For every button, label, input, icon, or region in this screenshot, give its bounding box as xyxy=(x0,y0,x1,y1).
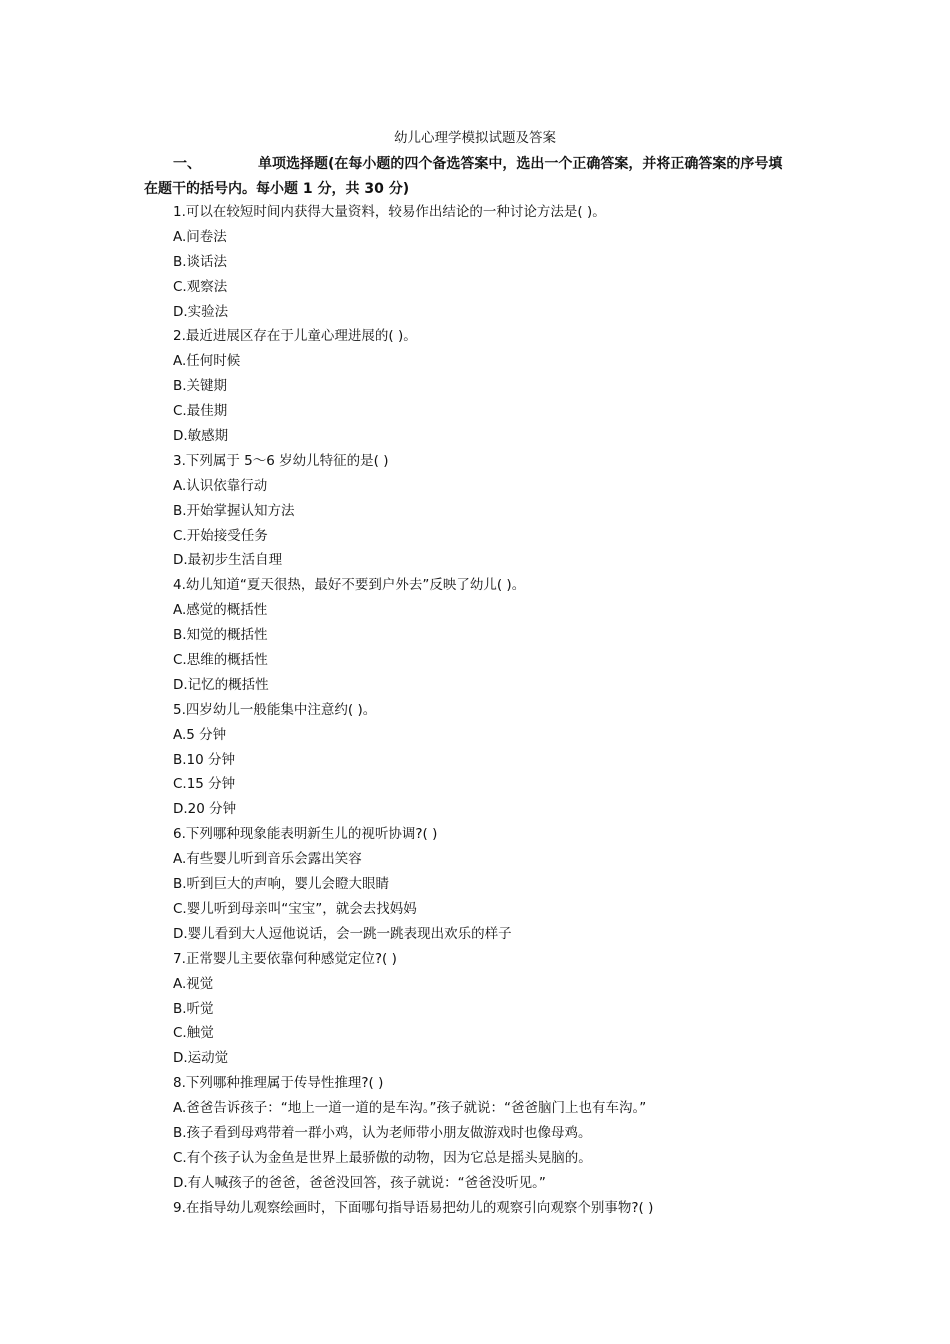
answer-option: D.婴儿看到大人逗他说话，会一跳一跳表现出欢乐的样子 xyxy=(173,925,512,942)
answer-option: A.5 分钟 xyxy=(173,726,227,743)
answer-option: B.孩子看到母鸡带着一群小鸡，认为老师带小朋友做游戏时也像母鸡。 xyxy=(173,1124,592,1141)
answer-option: A.有些婴儿听到音乐会露出笑容 xyxy=(173,851,362,868)
answer-option: A.视觉 xyxy=(173,975,214,992)
answer-option: B.谈话法 xyxy=(173,253,228,270)
question-stem: 8.下列哪种推理属于传导性推理?( ) xyxy=(173,1075,384,1092)
answer-option: B.10 分钟 xyxy=(173,751,236,768)
answer-option: B.开始掌握认知方法 xyxy=(173,502,295,519)
answer-option: D.运动觉 xyxy=(173,1050,229,1067)
answer-option: C.最佳期 xyxy=(173,403,228,420)
answer-option: C.观察法 xyxy=(173,278,228,295)
section-heading-line-1: 单项选择题(在每小题的四个备选答案中，选出一个正确答案，并将正确答案的序号填 xyxy=(258,156,783,172)
document-title: 幼儿心理学模拟试题及答案 xyxy=(394,130,556,146)
question-stem: 6.下列哪种现象能表明新生儿的视听协调?( ) xyxy=(173,826,438,843)
answer-option: C.触觉 xyxy=(173,1025,214,1042)
answer-option: C.婴儿听到母亲叫“宝宝”，就会去找妈妈 xyxy=(173,900,417,917)
question-stem: 3.下列属于 5～6 岁幼儿特征的是( ) xyxy=(173,452,389,469)
answer-option: D.记忆的概括性 xyxy=(173,676,269,693)
answer-option: D.有人喊孩子的爸爸，爸爸没回答，孩子就说：“爸爸没听见。” xyxy=(173,1174,546,1191)
answer-option: C.有个孩子认为金鱼是世界上最骄傲的动物，因为它总是摇头晃脑的。 xyxy=(173,1149,592,1166)
answer-option: C.15 分钟 xyxy=(173,776,236,793)
answer-option: A.任何时候 xyxy=(173,353,241,370)
answer-option: D.20 分钟 xyxy=(173,801,237,818)
question-stem: 2.最近进展区存在于儿童心理进展的( )。 xyxy=(173,328,417,345)
answer-option: B.听觉 xyxy=(173,1000,214,1017)
question-stem: 4.幼儿知道“夏天很热，最好不要到户外去”反映了幼儿( )。 xyxy=(173,577,526,594)
answer-option: C.开始接受任务 xyxy=(173,527,268,544)
question-stem: 5.四岁幼儿一般能集中注意约( )。 xyxy=(173,701,377,718)
answer-option: D.敏感期 xyxy=(173,428,229,445)
answer-option: D.最初步生活自理 xyxy=(173,552,283,569)
question-list xyxy=(173,202,813,1223)
question-stem: 7.正常婴儿主要依靠何种感觉定位?( ) xyxy=(173,950,397,967)
answer-option: B.关键期 xyxy=(173,378,228,395)
answer-option: A.认识依靠行动 xyxy=(173,477,268,494)
answer-option: A.问卷法 xyxy=(173,228,227,245)
question-stem: 1.可以在较短时间内获得大量资料，较易作出结论的一种讨论方法是( )。 xyxy=(173,204,606,220)
question-stem: 9.在指导幼儿观察绘画时，下面哪句指导语易把幼儿的观察引向观察个别事物?( ) xyxy=(173,1199,654,1216)
section-heading-line-2: 在题干的括号内。每小题 1 分，共 30 分) xyxy=(144,181,410,197)
answer-option: A.爸爸告诉孩子：“地上一道一道的是车沟。”孩子就说：“爸爸脑门上也有车沟。” xyxy=(173,1100,647,1117)
answer-option: C.思维的概括性 xyxy=(173,652,268,669)
answer-option: B.听到巨大的声响，婴儿会瞪大眼睛 xyxy=(173,876,390,893)
section-heading: 一、 单项选择题(在每小题的四个备选答案中，选出一个正确答案，并将正确答案的序号填 在题干的括号内。每小题 1 分，共 30 分) xyxy=(144,152,804,202)
answer-option: B.知觉的概括性 xyxy=(173,627,268,644)
answer-option: A.感觉的概括性 xyxy=(173,602,268,619)
answer-option: D.实验法 xyxy=(173,303,229,320)
